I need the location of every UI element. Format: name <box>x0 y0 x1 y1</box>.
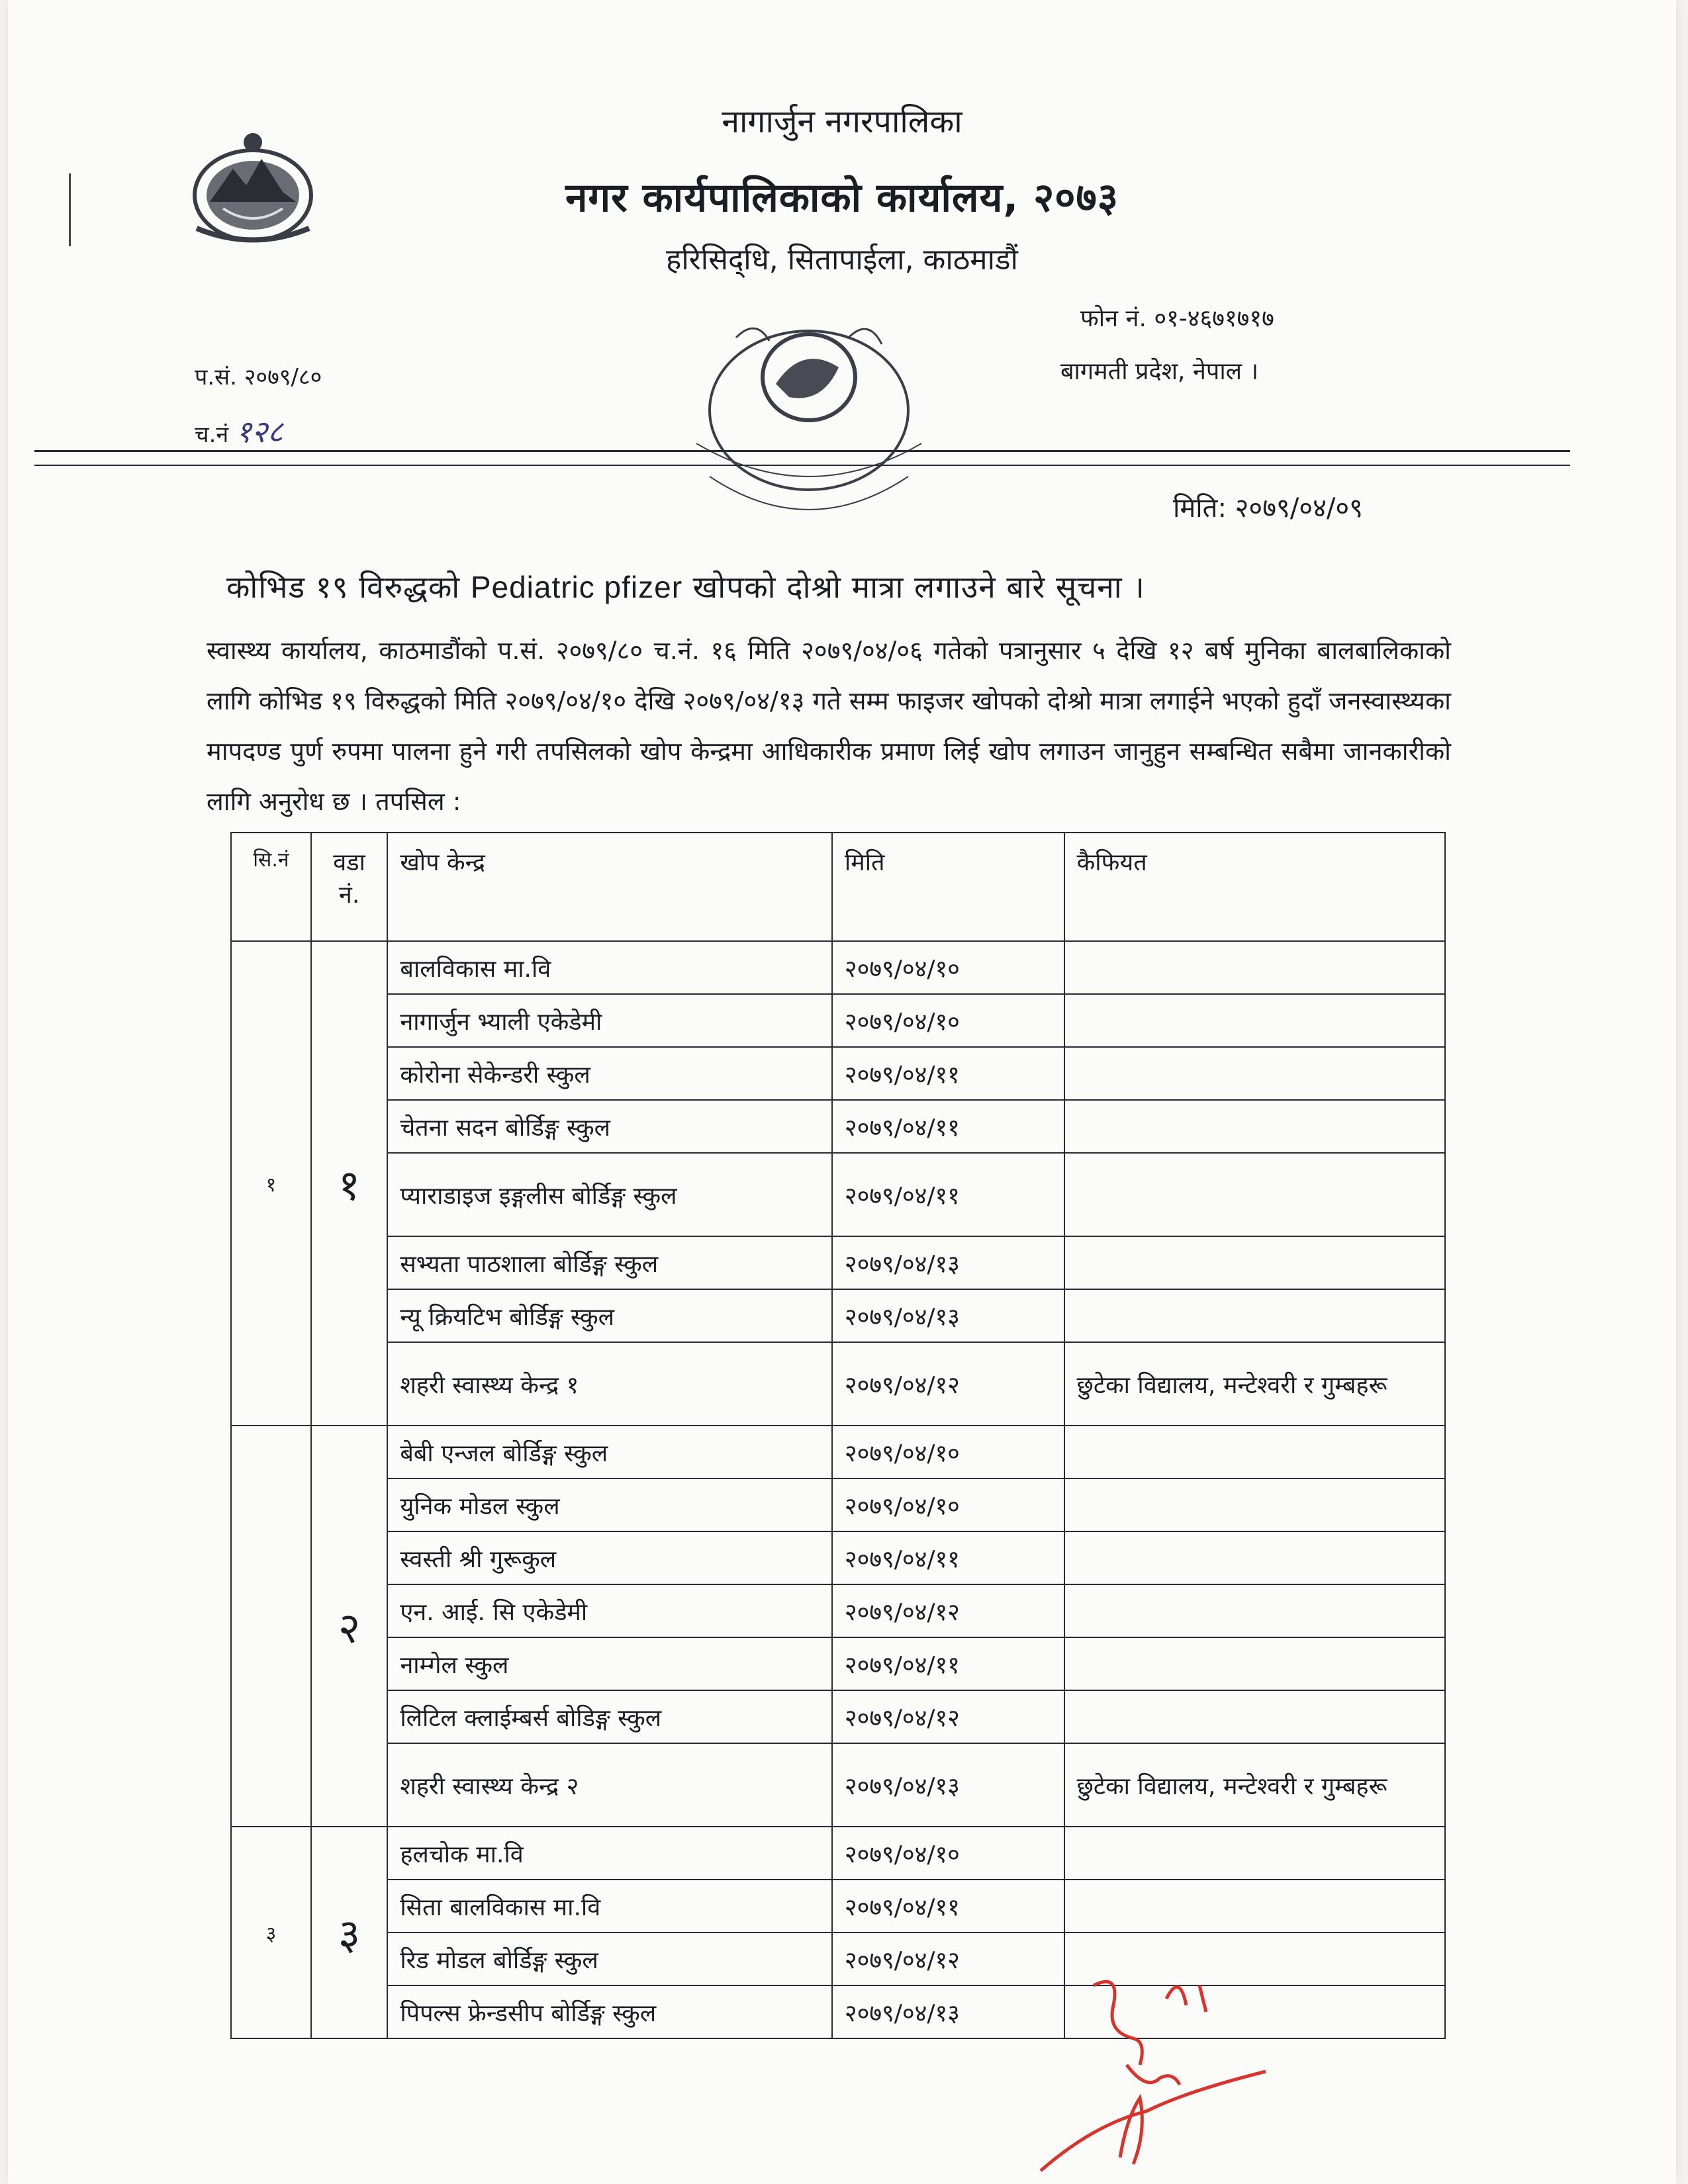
date-cell: २०७९/०४/१० <box>832 994 1064 1047</box>
center-cell: रिड मोडल बोर्डिङ्ग स्कुल <box>387 1933 832 1985</box>
remark-cell <box>1064 1289 1445 1342</box>
office-address: हरिसिद्‌धि, सितापाईला, काठमाडौं <box>666 243 1018 277</box>
center-cell: सभ्यता पाठशाला बोर्डिङ्ग स्कुल <box>387 1236 832 1289</box>
center-cell: हलचोक मा.वि <box>387 1827 832 1880</box>
table-row <box>231 1880 1445 1933</box>
ward-cell: ३ <box>311 1827 387 2038</box>
remark-cell <box>1064 994 1445 1047</box>
header-remark: कैफियत <box>1064 833 1445 941</box>
table-row <box>231 1289 1445 1342</box>
serial-cell: १ <box>231 941 311 1426</box>
center-cell: न्यू क्रियटिभ बोर्डिङ्ग स्कुल <box>387 1289 832 1342</box>
ward-cell: २ <box>311 1426 387 1827</box>
remark-cell <box>1064 1426 1445 1479</box>
remark-cell <box>1064 1153 1445 1236</box>
subject-english: Pediatric pfizer <box>470 570 683 604</box>
header-center: खोप केन्द्र <box>387 833 832 941</box>
table-row <box>231 1100 1445 1153</box>
remark-cell: छुटेका विद्यालय, मन्टेश्वरी र गुम्बहरू <box>1064 1342 1445 1426</box>
center-cell: नाम्गेल स्कुल <box>387 1637 832 1690</box>
table-row <box>231 1426 1445 1479</box>
header-rule <box>34 450 1570 452</box>
subject-part-1: कोभिड १९ विरुद्धको <box>226 569 471 605</box>
date-cell: २०७९/०४/१० <box>832 941 1064 994</box>
table-row <box>231 1479 1445 1531</box>
date-cell: २०७९/०४/१० <box>832 1479 1064 1531</box>
center-cell: पिपल्स फ्रेन्डसीप बोर्डिङ्ग स्कुल <box>387 1985 832 2038</box>
remark-cell <box>1064 1880 1445 1933</box>
table-row <box>231 1153 1445 1236</box>
date-cell: २०७९/०४/११ <box>832 1100 1064 1153</box>
table-row <box>231 1342 1445 1426</box>
header-serial: सि.नं <box>231 833 311 941</box>
date-cell: २०७९/०४/१३ <box>832 1743 1064 1827</box>
letter-date: मिति: २०७९/०४/०९ <box>1173 493 1363 523</box>
notice-subject <box>226 566 1145 607</box>
table-row <box>231 1637 1445 1690</box>
remark-cell <box>1064 1637 1445 1690</box>
reference-number: प.सं. २०७९/८० <box>195 364 322 390</box>
date-cell: २०७९/०४/११ <box>832 1047 1064 1100</box>
date-cell: २०७९/०४/११ <box>832 1153 1064 1236</box>
center-cell: लिटिल क्लाईम्बर्स बोडिङ्ग स्कुल <box>387 1690 832 1743</box>
date-cell: २०७९/०४/१२ <box>832 1584 1064 1637</box>
province: बागमती प्रदेश, नेपाल । <box>1060 358 1259 385</box>
center-cell: कोरोना सेकेन्डरी स्कुल <box>387 1047 832 1100</box>
date-cell: २०७९/०४/१० <box>832 1426 1064 1479</box>
table-row <box>231 1827 1445 1880</box>
remark-cell <box>1064 941 1445 994</box>
serial-cell <box>231 1426 311 1827</box>
center-cell: प्याराडाइज इङ्गलीस बोर्डिङ्ग स्कुल <box>387 1153 832 1236</box>
date-cell: २०७९/०४/११ <box>832 1880 1064 1933</box>
table-row <box>231 941 1445 994</box>
remark-cell <box>1064 1531 1445 1584</box>
date-cell: २०७९/०४/१० <box>832 1827 1064 1880</box>
subject-part-2: खोपको दोश्रो मात्रा लगाउने बारे सूचना । <box>682 569 1145 605</box>
phone-number: फोन नं. ०१-४६७१७१७ <box>1080 305 1274 332</box>
table-row <box>231 1047 1445 1100</box>
header-date: मिति <box>832 833 1064 941</box>
center-cell: शहरी स्वास्थ्य केन्द्र १ <box>387 1342 832 1426</box>
header-ward: वडा नं. <box>311 833 387 941</box>
table-row <box>231 1531 1445 1584</box>
office-stamp-icon <box>670 291 948 556</box>
center-cell: बेबी एन्जल बोर्डिङ्ग स्कुल <box>387 1426 832 1479</box>
dispatch-handwritten: १२८ <box>236 414 283 449</box>
remark-cell <box>1064 1236 1445 1289</box>
table-row <box>231 1690 1445 1743</box>
document-page <box>8 0 1676 2184</box>
vaccination-schedule-table <box>230 832 1446 2039</box>
date-cell: २०७९/०४/११ <box>832 1637 1064 1690</box>
remark-cell: छुटेका विद्यालय, मन्टेश्वरी र गुम्बहरू <box>1064 1743 1445 1827</box>
center-cell: सिता बालविकास मा.वि <box>387 1880 832 1933</box>
office-name: नागार्जुन नगरपालिका <box>722 103 962 140</box>
serial-cell: ३ <box>231 1827 311 2038</box>
remark-cell <box>1064 1827 1445 1880</box>
date-cell: २०७९/०४/११ <box>832 1531 1064 1584</box>
dispatch-label: च.नं <box>195 422 229 448</box>
remark-cell <box>1064 1479 1445 1531</box>
header-rule-secondary <box>34 465 1570 466</box>
table-row <box>231 1743 1445 1827</box>
table-row <box>231 1236 1445 1289</box>
office-title: नगर कार्यपालिकाको कार्यालय, २०७३ <box>565 175 1119 221</box>
center-cell: एन. आई. सि एकेडेमी <box>387 1584 832 1637</box>
remark-cell <box>1064 1100 1445 1153</box>
signature-icon <box>1014 1959 1292 2184</box>
table-row <box>231 1584 1445 1637</box>
notice-body: स्वास्थ्य कार्यालय, काठमाडौंको प.सं. २०७९/८० च.नं. १६ मिति २०७९/०४/०६ गतेको पत्रानुसार ५ देखि १२ बर्ष मुनिका बालबालिकाको लागि कोभिड १९ विरुद्धको मिति २०७९/०४/१० देखि २०७९/०४/१३ गते सम्म फाइजर खोपको दोश्रो मात्रा लगाईने भएको हुदाँ जनस्वास्थ्यका मापदण्ड पुर्ण रुपमा पालना हुने गरी तपसिलको खोप केन्द्रमा आधिकारीक प्रमाण लिई खोप लगाउन जानुहुन सम्बन्धित सबैमा जानकारीको लागि अनुरोध छ । तपसिल : <box>207 636 1451 816</box>
remark-cell <box>1064 1047 1445 1100</box>
center-cell: नागार्जुन भ्याली एकेडेमी <box>387 994 832 1047</box>
center-cell: बालविकास मा.वि <box>387 941 832 994</box>
center-cell: युनिक मोडल स्कुल <box>387 1479 832 1531</box>
remark-cell <box>1064 1584 1445 1637</box>
center-cell: स्वस्ती श्री गुरूकुल <box>387 1531 832 1584</box>
date-cell: २०७९/०४/१२ <box>832 1690 1064 1743</box>
date-cell: २०७९/०४/१२ <box>832 1342 1064 1426</box>
center-cell: चेतना सदन बोर्डिङ्ग स्कुल <box>387 1100 832 1153</box>
center-cell: शहरी स्वास्थ्य केन्द्र २ <box>387 1743 832 1827</box>
date-cell: २०७९/०४/१२ <box>832 1933 1064 1985</box>
remark-cell <box>1064 1690 1445 1743</box>
table-header-row <box>231 833 1445 941</box>
date-cell: २०७९/०४/१३ <box>832 1985 1064 2038</box>
dispatch-number <box>195 410 283 451</box>
table-row <box>231 994 1445 1047</box>
date-cell: २०७९/०४/१३ <box>832 1236 1064 1289</box>
date-cell: २०७९/०४/१३ <box>832 1289 1064 1342</box>
ward-cell: १ <box>311 941 387 1426</box>
